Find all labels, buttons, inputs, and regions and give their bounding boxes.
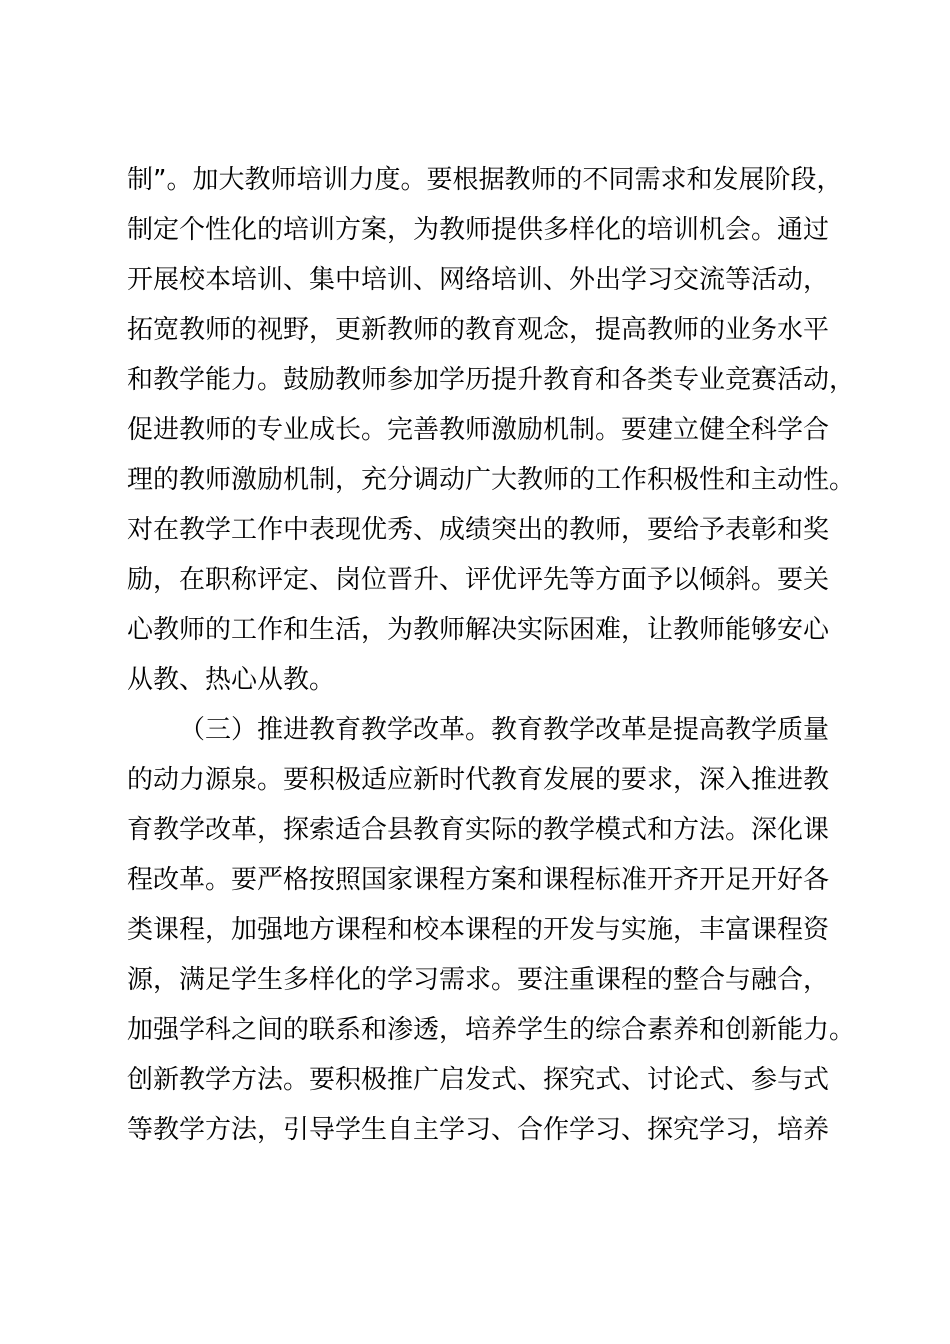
body-text <box>127 155 856 1155</box>
text-line: 创新教学方法。要积极推广启发式、探究式、讨论式、参与式 <box>127 1065 830 1095</box>
text-line: 开展校本培训、集中培训、网络培训、外出学习交流等活动， <box>127 265 830 295</box>
text-line: 制”。加大教师培训力度。要根据教师的不同需求和发展阶段， <box>127 165 843 195</box>
text-line: 促进教师的专业成长。完善教师激励机制。要建立健全科学合 <box>127 415 830 445</box>
text-line: 和教学能力。鼓励教师参加学历提升教育和各类专业竞赛活动， <box>127 365 856 395</box>
text-line: 源，满足学生多样化的学习需求。要注重课程的整合与融合， <box>127 965 830 995</box>
text-line: 拓宽教师的视野，更新教师的教育观念，提高教师的业务水平 <box>127 315 830 345</box>
text-line: 心教师的工作和生活，为教师解决实际困难，让教师能够安心 <box>127 615 830 645</box>
text-line: 加强学科之间的联系和渗透，培养学生的综合素养和创新能力。 <box>127 1015 856 1045</box>
text-line: 制定个性化的培训方案，为教师提供多样化的培训机会。通过 <box>127 215 830 245</box>
text-line: 对在教学工作中表现优秀、成绩突出的教师，要给予表彰和奖 <box>127 515 830 545</box>
text-line: 理的教师激励机制，充分调动广大教师的工作积极性和主动性。 <box>127 465 856 495</box>
text-line: 励，在职称评定、岗位晋升、评优评先等方面予以倾斜。要关 <box>127 565 830 595</box>
text-line: 等教学方法，引导学生自主学习、合作学习、探究学习，培养 <box>127 1115 830 1145</box>
section-heading-line: （三）推进教育教学改革。教育教学改革是提高教学质量 <box>179 715 830 745</box>
text-line: 程改革。要严格按照国家课程方案和课程标准开齐开足开好各 <box>127 865 830 895</box>
text-line: 类课程，加强地方课程和校本课程的开发与实施，丰富课程资 <box>127 915 830 945</box>
text-line: 育教学改革，探索适合县教育实际的教学模式和方法。深化课 <box>127 815 830 845</box>
text-line: 从教、热心从教。 <box>127 665 336 695</box>
text-line: 的动力源泉。要积极适应新时代教育发展的要求，深入推进教 <box>127 765 830 795</box>
